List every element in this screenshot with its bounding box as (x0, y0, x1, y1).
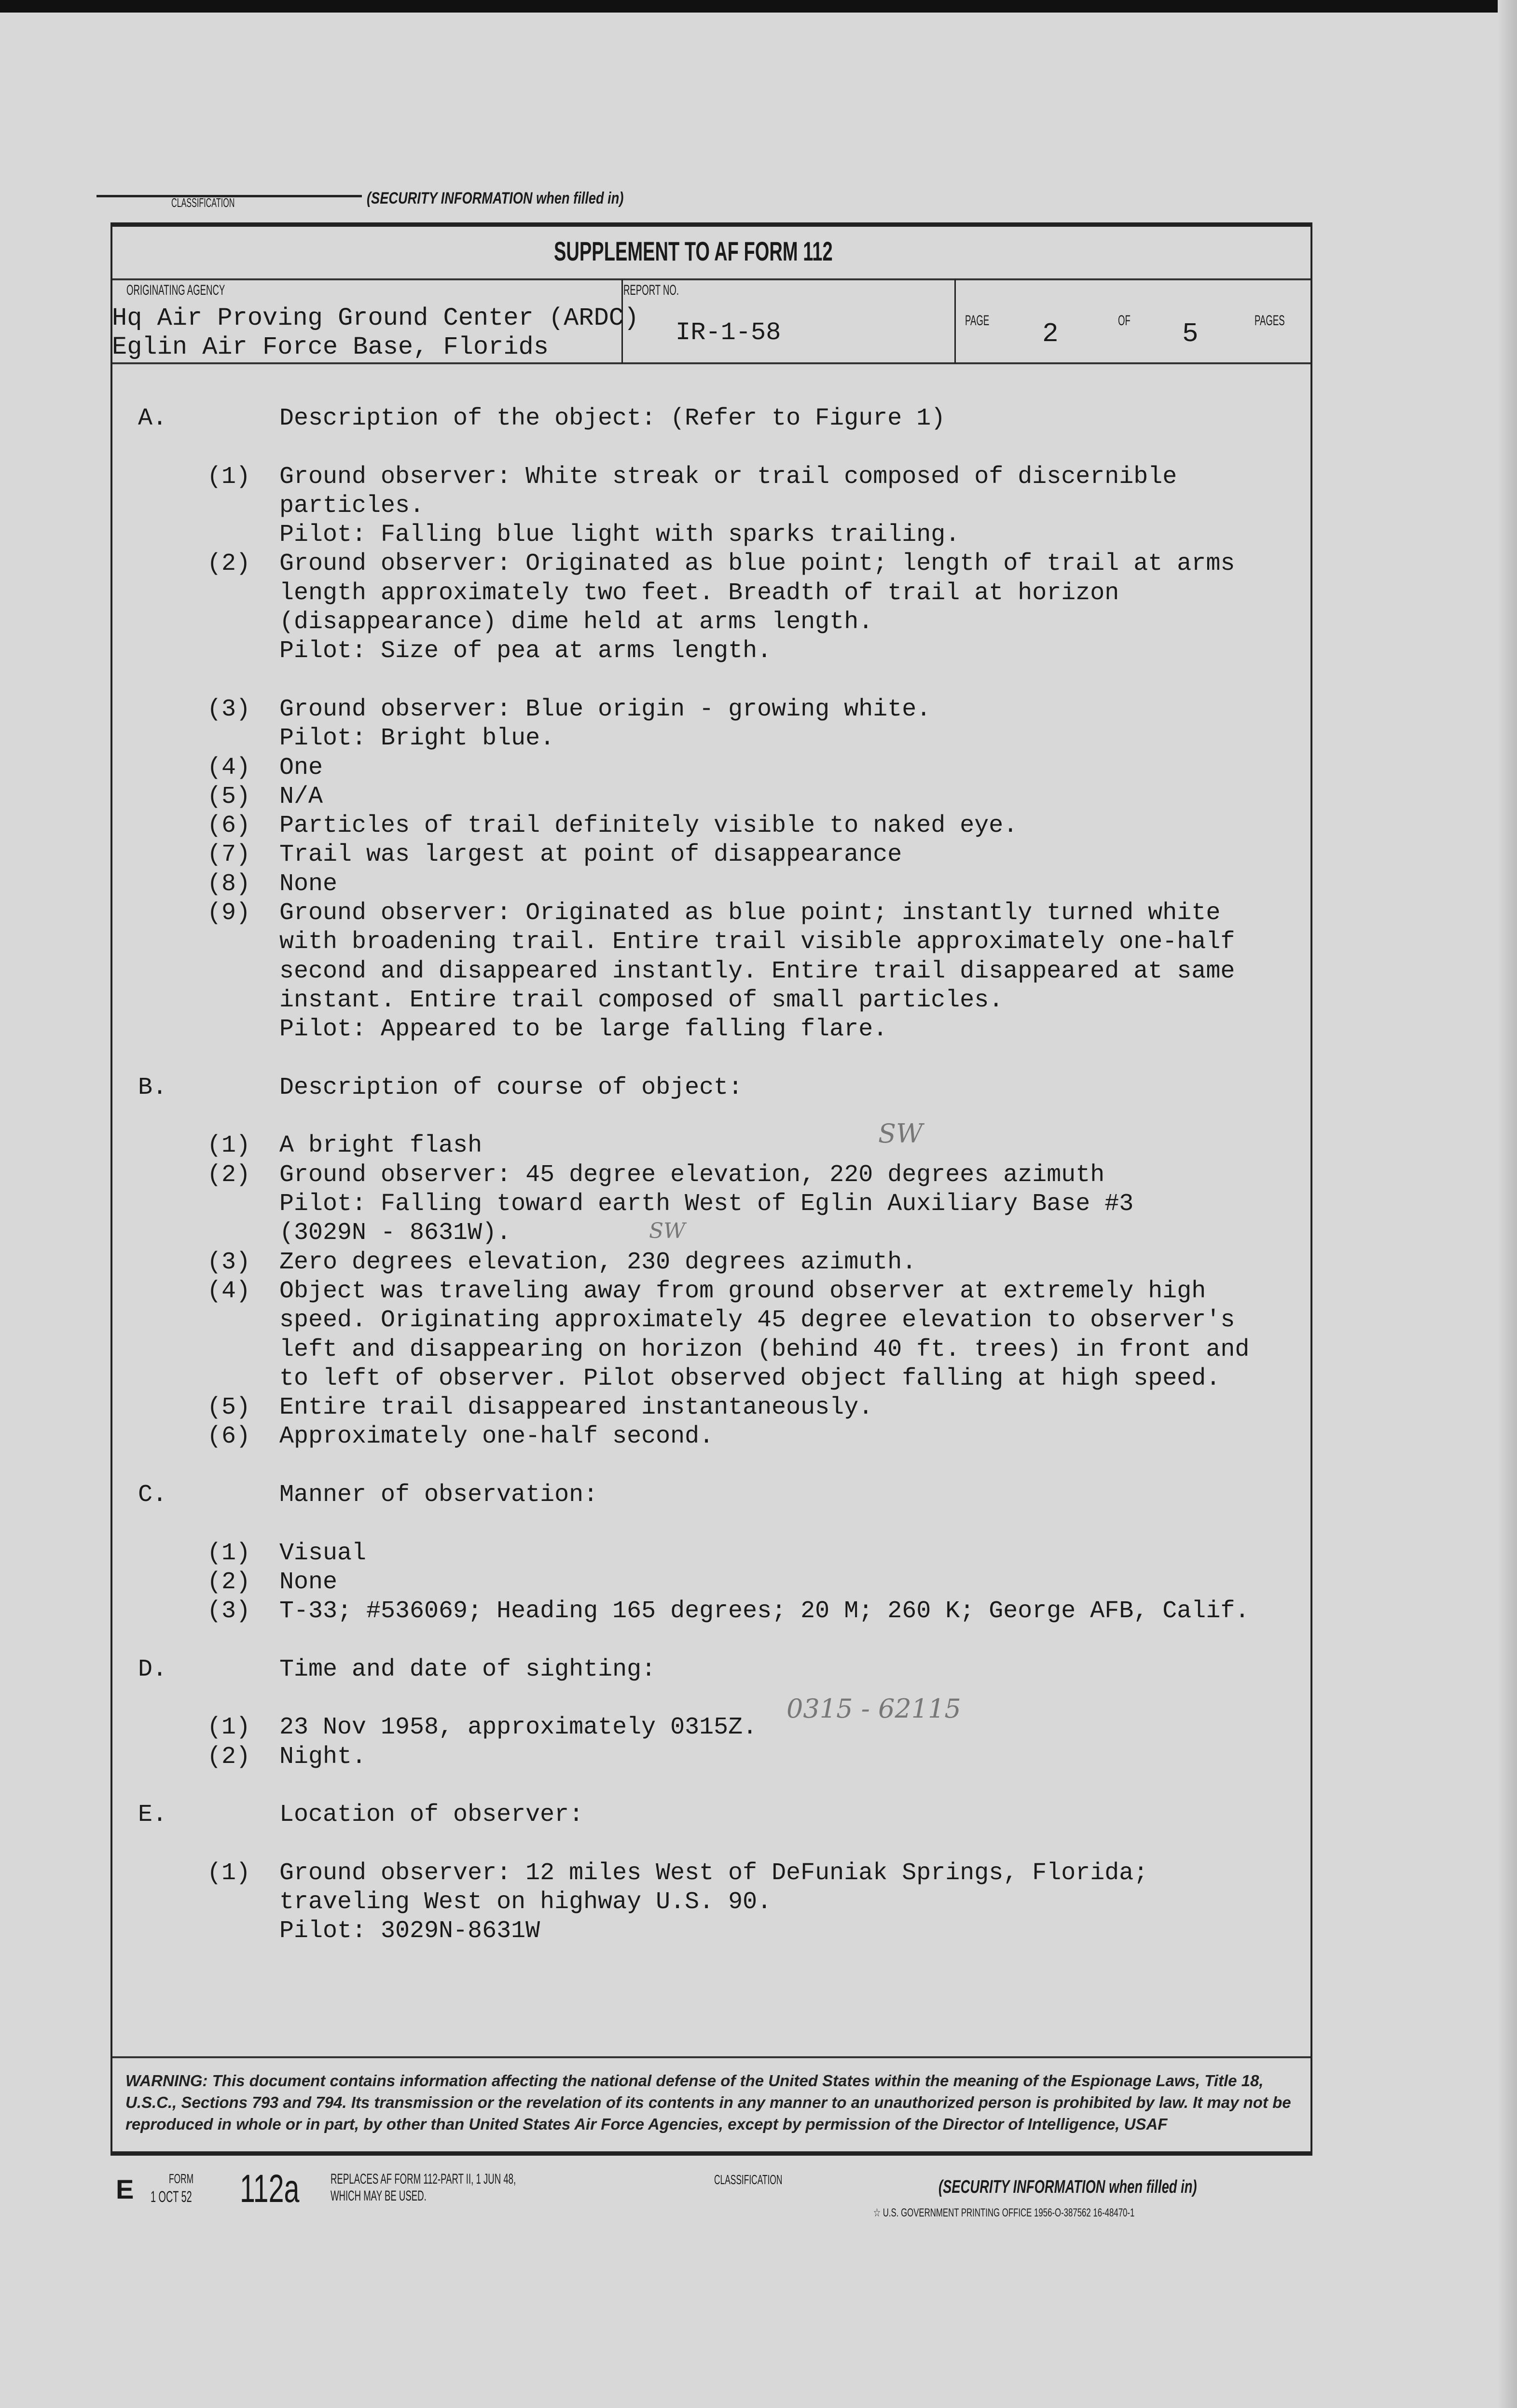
line-text: Pilot: 3029N-8631W (279, 1917, 540, 1945)
report-no-label (623, 282, 713, 299)
pages-label (1255, 313, 1303, 329)
line-text: 23 Nov 1958, approximately 0315Z. (279, 1714, 758, 1742)
item-number: (1) (207, 1539, 251, 1567)
item-number: (3) (207, 1597, 251, 1625)
line-text: Zero degrees elevation, 230 degrees azimuth. (279, 1248, 917, 1276)
report-no: IR-1-58 (676, 318, 781, 347)
line-text: None (279, 1568, 338, 1596)
item-number: (9) (207, 899, 251, 927)
of-label (1118, 313, 1138, 329)
handwritten-note: 0315 - 62115 (786, 1693, 961, 1724)
item-number: (7) (207, 841, 251, 869)
divider (112, 362, 1310, 364)
label-text: PAGES (1255, 313, 1285, 329)
warning-body: WARNING: This document contains information affecting the national defense of the United States within the meaning of the Espionage Laws, Title 18, U.S.C., Sections 793 and 794. Its transmission or the revelation of its contents in any manner to an unauthorized person is prohibited by law. It may not be reproduced in whole or in part, by other than United States Air Force Agencies, except by permission of the Director of Intelligence, USAF (125, 2072, 1291, 2133)
section-label: A. (138, 405, 167, 432)
page-label (965, 313, 1004, 329)
printing-office (873, 2206, 1246, 2220)
line-text: A bright flash (279, 1132, 483, 1160)
classification-label (171, 195, 274, 210)
section-label: C. (138, 1481, 167, 1509)
line-text: Pilot: Falling toward earth West of Eglin Auxiliary Base #3 (279, 1190, 1134, 1218)
item-number: (3) (207, 695, 251, 723)
line-text: T-33; #536069; Heading 165 degrees; 20 M; 260 K; George AFB, Calif. (279, 1597, 1250, 1625)
line-text: Ground observer: White streak or trail composed of discernible (279, 463, 1177, 491)
label-text: FORM (169, 2171, 194, 2186)
line-text: with broadening trail. Entire trail visible approximately one-half (279, 928, 1235, 956)
item-number: (1) (207, 1714, 251, 1742)
label-text: OF (1118, 313, 1131, 329)
handwritten-note: SW (649, 1219, 686, 1243)
item-number: (1) (207, 1132, 251, 1160)
divider (112, 278, 1310, 280)
line-text: (disappearance) dime held at arms length. (279, 608, 873, 636)
item-number: (4) (207, 754, 251, 782)
page-number: 2 (1042, 318, 1059, 349)
line-text: Time and date of sighting: (279, 1655, 656, 1683)
line-text: Entire trail disappeared instantaneously. (279, 1394, 873, 1422)
line-text: Pilot: Bright blue. (279, 725, 555, 753)
form-number (240, 2166, 325, 2212)
line-text: Night. (279, 1743, 367, 1771)
line-text: instant. Entire trail composed of small particles. (279, 986, 1004, 1014)
line-text: None (279, 870, 338, 898)
line-text: Ground observer: Blue origin - growing white. (279, 695, 931, 723)
line-text: Approximately one-half second. (279, 1423, 714, 1451)
security-info-text: (SECURITY INFORMATION when filled in) (367, 189, 624, 207)
footer-security-info (938, 2177, 1297, 2198)
item-number: (4) (207, 1277, 251, 1305)
section-label: D. (138, 1655, 167, 1683)
item-number: (2) (207, 1743, 251, 1771)
line-text: particles. (279, 492, 425, 520)
label-text: WHICH MAY BE USED. (331, 2188, 427, 2204)
section-label: E. (138, 1801, 167, 1829)
line-text: Particles of trail definitely visible to naked eye. (279, 812, 1018, 840)
divider (954, 279, 956, 363)
label-text: 112a (240, 2167, 300, 2211)
item-number: (6) (207, 812, 251, 840)
pages-total: 5 (1182, 318, 1199, 349)
line-text: Ground observer: 12 miles West of DeFuniak Springs, Florida; (279, 1859, 1148, 1887)
item-number: (6) (207, 1423, 251, 1451)
item-number: (2) (207, 1161, 251, 1189)
line-text: Pilot: Falling blue light with sparks trailing. (279, 521, 960, 549)
label-text: CLASSIFICATION (714, 2172, 783, 2187)
line-text: Location of observer: (279, 1801, 584, 1829)
originating-agency-line2: Eglin Air Force Base, Florids (112, 333, 549, 361)
item-number: (2) (207, 550, 251, 578)
form-title-text: SUPPLEMENT TO AF FORM 112 (554, 236, 833, 266)
line-text: Manner of observation: (279, 1481, 598, 1509)
item-number: (1) (207, 1859, 251, 1887)
scan-edge-right (1498, 0, 1517, 2408)
line-text: Description of course of object: (279, 1073, 743, 1101)
line-text: One (279, 754, 323, 782)
label-text: 1 OCT 52 (151, 2188, 192, 2205)
item-number: (1) (207, 463, 251, 491)
line-text: Visual (279, 1539, 367, 1567)
item-number: (8) (207, 870, 251, 898)
line-text: Trail was largest at point of disappearance (279, 841, 902, 869)
line-text: Description of the object: (Refer to Figure 1) (279, 405, 946, 432)
line-text: speed. Originating approximately 45 degree elevation to observer's (279, 1307, 1235, 1335)
item-number: (2) (207, 1568, 251, 1596)
form-title (554, 235, 964, 267)
form-date (151, 2188, 217, 2206)
line-text: left and disappearing on horizon (behind 40 ft. trees) in front and (279, 1335, 1250, 1363)
originating-agency-label (126, 282, 286, 299)
scan-edge (0, 0, 1517, 13)
footer-classification-label (714, 2172, 824, 2188)
label-text: ☆ U.S. GOVERNMENT PRINTING OFFICE 1956-O-387562 16-48470-1 (873, 2206, 1135, 2219)
handwritten-note: SW (878, 1118, 923, 1149)
label-text: PAGE (965, 313, 990, 329)
line-text: Ground observer: Originated as blue point; length of trail at arms (279, 550, 1235, 578)
item-number: (3) (207, 1248, 251, 1276)
label-text: (SECURITY INFORMATION when filled in) (938, 2177, 1197, 2197)
line-text: Pilot: Appeared to be large falling flare. (279, 1016, 888, 1044)
line-text: Object was traveling away from ground observer at extremely high (279, 1277, 1206, 1305)
warning-text (125, 2070, 1303, 2135)
form-label (169, 2171, 208, 2187)
classification-text: CLASSIFICATION (171, 195, 235, 210)
line-text: Pilot: Size of pea at arms length. (279, 637, 772, 665)
line-text: (3029N - 8631W). (279, 1219, 511, 1247)
item-number: (5) (207, 783, 251, 811)
line-text: length approximately two feet. Breadth of trail at horizon (279, 579, 1119, 607)
line-text: Ground observer: Originated as blue point; instantly turned white (279, 899, 1221, 927)
section-label: B. (138, 1073, 167, 1101)
replaces-note-2 (331, 2188, 485, 2204)
item-number: (5) (207, 1394, 251, 1422)
line-text: traveling West on highway U.S. 90. (279, 1888, 772, 1916)
divider (112, 2056, 1310, 2058)
label-text: REPLACES AF FORM 112-PART II, 1 JUN 48, (331, 2171, 516, 2187)
line-text: N/A (279, 783, 323, 811)
replaces-note-1 (331, 2171, 630, 2188)
originating-agency-line1: Hq Air Proving Ground Center (ARDC) (112, 304, 639, 332)
line-text: Ground observer: 45 degree elevation, 220 degrees azimuth (279, 1161, 1105, 1189)
line-text: to left of observer. Pilot observed object falling at high speed. (279, 1364, 1221, 1392)
footer-mark: E (116, 2174, 134, 2204)
label-text: ORIGINATING AGENCY (126, 282, 225, 298)
security-info-header (367, 189, 688, 208)
label-text: REPORT NO. (623, 282, 679, 298)
line-text: second and disappeared instantly. Entire trail disappeared at same (279, 957, 1235, 985)
